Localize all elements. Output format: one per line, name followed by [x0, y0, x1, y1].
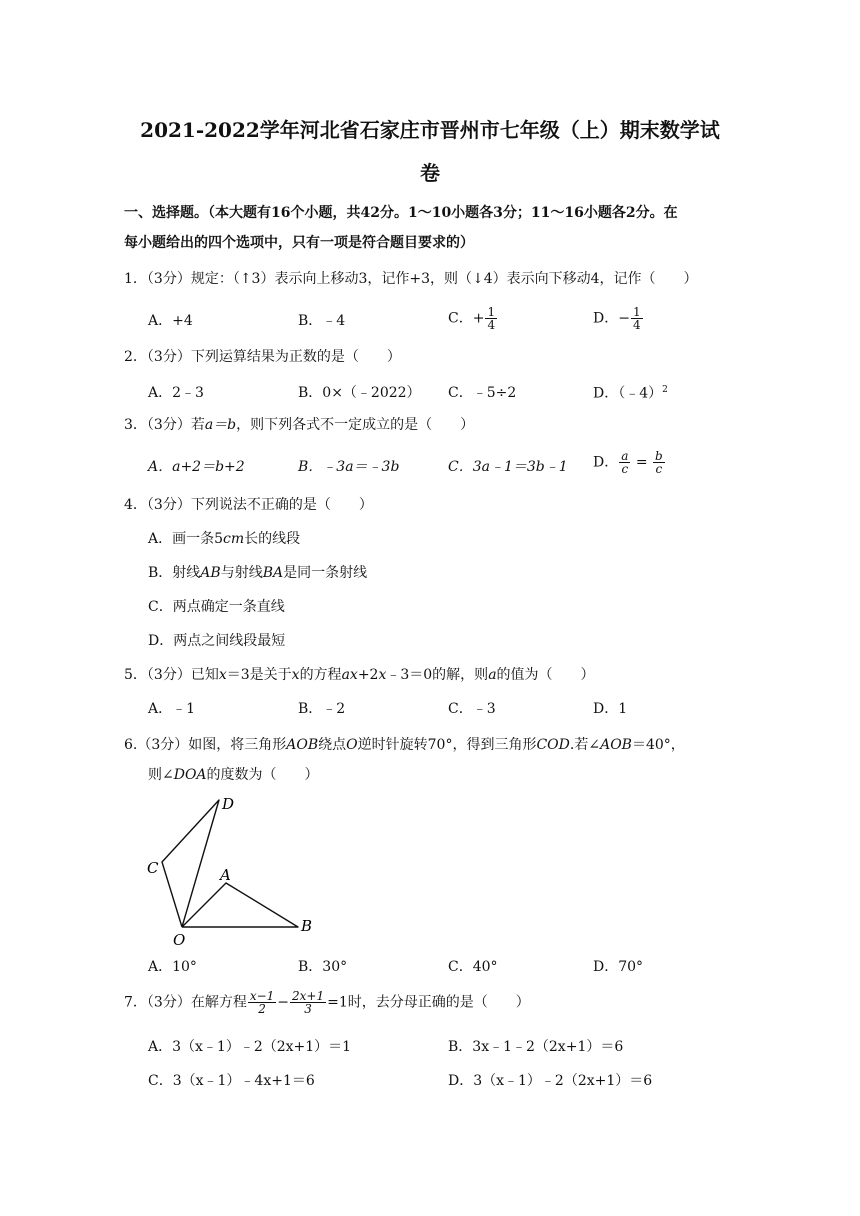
q5-stem-part: ﹣3＝0的解，则 — [386, 667, 489, 683]
q3-stem-post: ，则下列各式不一定成立的是（ ） — [236, 417, 475, 433]
q6-stem-var: AOB — [600, 737, 632, 753]
q1-option-d — [593, 306, 644, 331]
question-6-stem-line2 — [148, 768, 319, 782]
q7-option-d: D．3（x﹣1）﹣2（2x+1）＝6 — [448, 1073, 653, 1089]
q6-stem-var: AOB — [286, 737, 319, 753]
fraction-denominator: c — [655, 462, 663, 476]
fraction-numerator: x−1 — [249, 989, 275, 1003]
q2-option-b: B．0×（﹣2022） — [298, 385, 421, 401]
label-o: O — [173, 931, 186, 949]
q3-option-a: A．a+2＝b+2 — [148, 459, 245, 475]
q5-option-b: B．﹣2 — [298, 701, 346, 717]
q1-option-a: A．+4 — [148, 313, 193, 329]
section-heading-line1: 一、选择题。（本大题有16个小题，共42分。1～10小题各3分；11～16小题各2分。在 — [124, 205, 678, 221]
question-2-stem: 2．（3分）下列运算结果为正数的是（ ） — [124, 349, 401, 365]
q4-option-b-mid: 与射线 — [220, 565, 263, 581]
q3-option-c: C．3a﹣1＝3b﹣1 — [448, 459, 568, 475]
fraction-numerator: a — [621, 449, 629, 463]
fraction-numerator: 2x+1 — [292, 989, 325, 1003]
q4-option-a-post: 长的线段 — [244, 531, 301, 547]
q1-option-b: B．﹣4 — [298, 313, 346, 329]
q5-option-a: A．﹣1 — [148, 701, 196, 717]
fraction-denominator: 3 — [304, 1002, 312, 1016]
fraction-numerator: 1 — [632, 305, 641, 319]
fraction-denominator: 4 — [487, 318, 496, 332]
q7-fraction-2 — [290, 990, 326, 1015]
q6-option-c: C．40° — [448, 959, 498, 975]
q4-option-c: C．两点确定一条直线 — [148, 599, 285, 615]
q5-stem-var: a — [488, 667, 497, 683]
q1-option-c — [448, 306, 498, 331]
q4-option-a-unit: cm — [223, 531, 245, 547]
q4-option-b-ray-ab: AB — [200, 565, 221, 581]
q5-stem-var: x — [291, 667, 300, 683]
q4-option-d: D．两点之间线段最短 — [148, 633, 286, 649]
exam-title-line1: 2021-2022学年河北省石家庄市晋州市七年级（上）期末数学试 — [140, 118, 720, 142]
fraction-numerator: 1 — [487, 305, 496, 319]
q2-option-c: C．﹣5÷2 — [448, 385, 517, 401]
q5-stem-var: x — [218, 667, 227, 683]
q5-stem-var: x — [378, 667, 387, 683]
q4-option-b-pre: B．射线 — [148, 565, 201, 581]
q6-stem-var: COD — [536, 737, 570, 753]
q7-option-b: B．3x﹣1﹣2（2x+1）＝6 — [448, 1039, 624, 1055]
q4-option-b-post: 是同一条射线 — [283, 565, 368, 581]
question-4-stem: 4．（3分）下列说法不正确的是（ ） — [124, 497, 373, 513]
q6-option-b: B．30° — [298, 959, 348, 975]
q6-stem-part: 6.（3分）如图，将三角形 — [124, 737, 287, 753]
q3-stem-eq: a＝b — [204, 417, 237, 433]
fraction-denominator: c — [621, 462, 629, 476]
q5-stem-part: 5．（3分）已知 — [124, 667, 219, 683]
q3-option-d — [593, 450, 666, 475]
question-6-stem-line1 — [124, 738, 685, 752]
q2-option-d — [593, 386, 668, 401]
question-5-stem — [124, 668, 595, 682]
section-heading-line2: 每小题给出的四个选项中，只有一项是符合题目要求的） — [124, 235, 474, 251]
q7-fraction-1 — [248, 990, 276, 1015]
q7-stem-post: =1时，去分母正确的是（ ） — [327, 994, 530, 1011]
question-3-stem — [124, 418, 474, 432]
q5-stem-part: ＝3是关于 — [226, 667, 292, 683]
q1-option-d-fraction — [631, 306, 643, 331]
rotation-figure — [140, 790, 330, 950]
q3-option-d-prefix: D． — [593, 454, 619, 471]
q4-option-a — [148, 532, 300, 546]
q3-stem-pre: 3．（3分）若 — [124, 417, 205, 433]
q4-option-b-ray-ba: BA — [262, 565, 284, 581]
fraction-denominator: 4 — [632, 318, 641, 332]
q1-option-c-prefix: C．+ — [448, 310, 485, 327]
q5-stem-part: 的方程 — [299, 667, 342, 683]
q6-option-a: A．10° — [148, 959, 197, 975]
q6-stem-part: 逆时针旋转70°，得到三角形 — [357, 737, 537, 753]
q4-option-b — [148, 566, 367, 580]
triangle-cod — [162, 800, 219, 927]
q7-option-c: C．3（x﹣1）﹣4x+1＝6 — [148, 1073, 315, 1089]
q5-stem-part: 的值为（ ） — [496, 667, 595, 683]
q6-stem-part: ＝40°， — [631, 737, 685, 753]
label-a: A — [220, 866, 231, 884]
q3-option-d-fraction-2 — [653, 450, 665, 475]
exam-title-line2: 卷 — [420, 161, 440, 185]
q5-stem-part: +2 — [357, 667, 379, 683]
q6-stem-var: DOA — [173, 767, 207, 783]
question-1-stem: 1．（3分）规定：（↑3）表示向上移动3，记作+3，则（↓4）表示向下移动4，记作（ ） — [124, 271, 698, 287]
q6-stem-part: 绕点 — [318, 737, 347, 753]
q1-option-d-prefix: D．− — [593, 310, 630, 327]
q7-stem-pre: 7．（3分）在解方程 — [124, 994, 247, 1011]
fraction-denominator: 2 — [258, 1002, 266, 1016]
label-d: D — [222, 795, 235, 813]
q6-stem-part: 的度数为（ ） — [206, 767, 319, 783]
triangle-aob — [182, 883, 298, 927]
q5-option-d: D．1 — [593, 701, 628, 717]
q3-option-d-fraction-1 — [619, 450, 630, 475]
fraction-numerator: b — [655, 449, 663, 463]
q2-option-a: A．2﹣3 — [148, 385, 204, 401]
q2-option-d-exponent: 2 — [662, 385, 668, 395]
q3-option-b: B．﹣3a＝﹣3b — [298, 459, 400, 475]
q6-stem-var: O — [346, 737, 358, 753]
q7-minus: − — [277, 994, 290, 1011]
label-c: C — [147, 859, 159, 877]
q5-option-c: C．﹣3 — [448, 701, 496, 717]
question-7-stem — [124, 990, 530, 1015]
q2-option-d-text: D．（﹣4） — [593, 385, 663, 402]
q3-option-d-equals: = — [635, 454, 648, 471]
q6-stem-part: .若∠ — [569, 737, 601, 753]
q7-option-a: A．3（x﹣1）﹣2（2x+1）＝1 — [148, 1039, 352, 1055]
q1-option-c-fraction — [485, 306, 497, 331]
q5-stem-var: ax — [341, 667, 358, 683]
q6-option-d: D．70° — [593, 959, 644, 975]
q6-stem-part: 则∠ — [148, 767, 174, 783]
label-b: B — [301, 917, 313, 935]
q4-option-a-pre: A．画一条5 — [148, 531, 224, 547]
